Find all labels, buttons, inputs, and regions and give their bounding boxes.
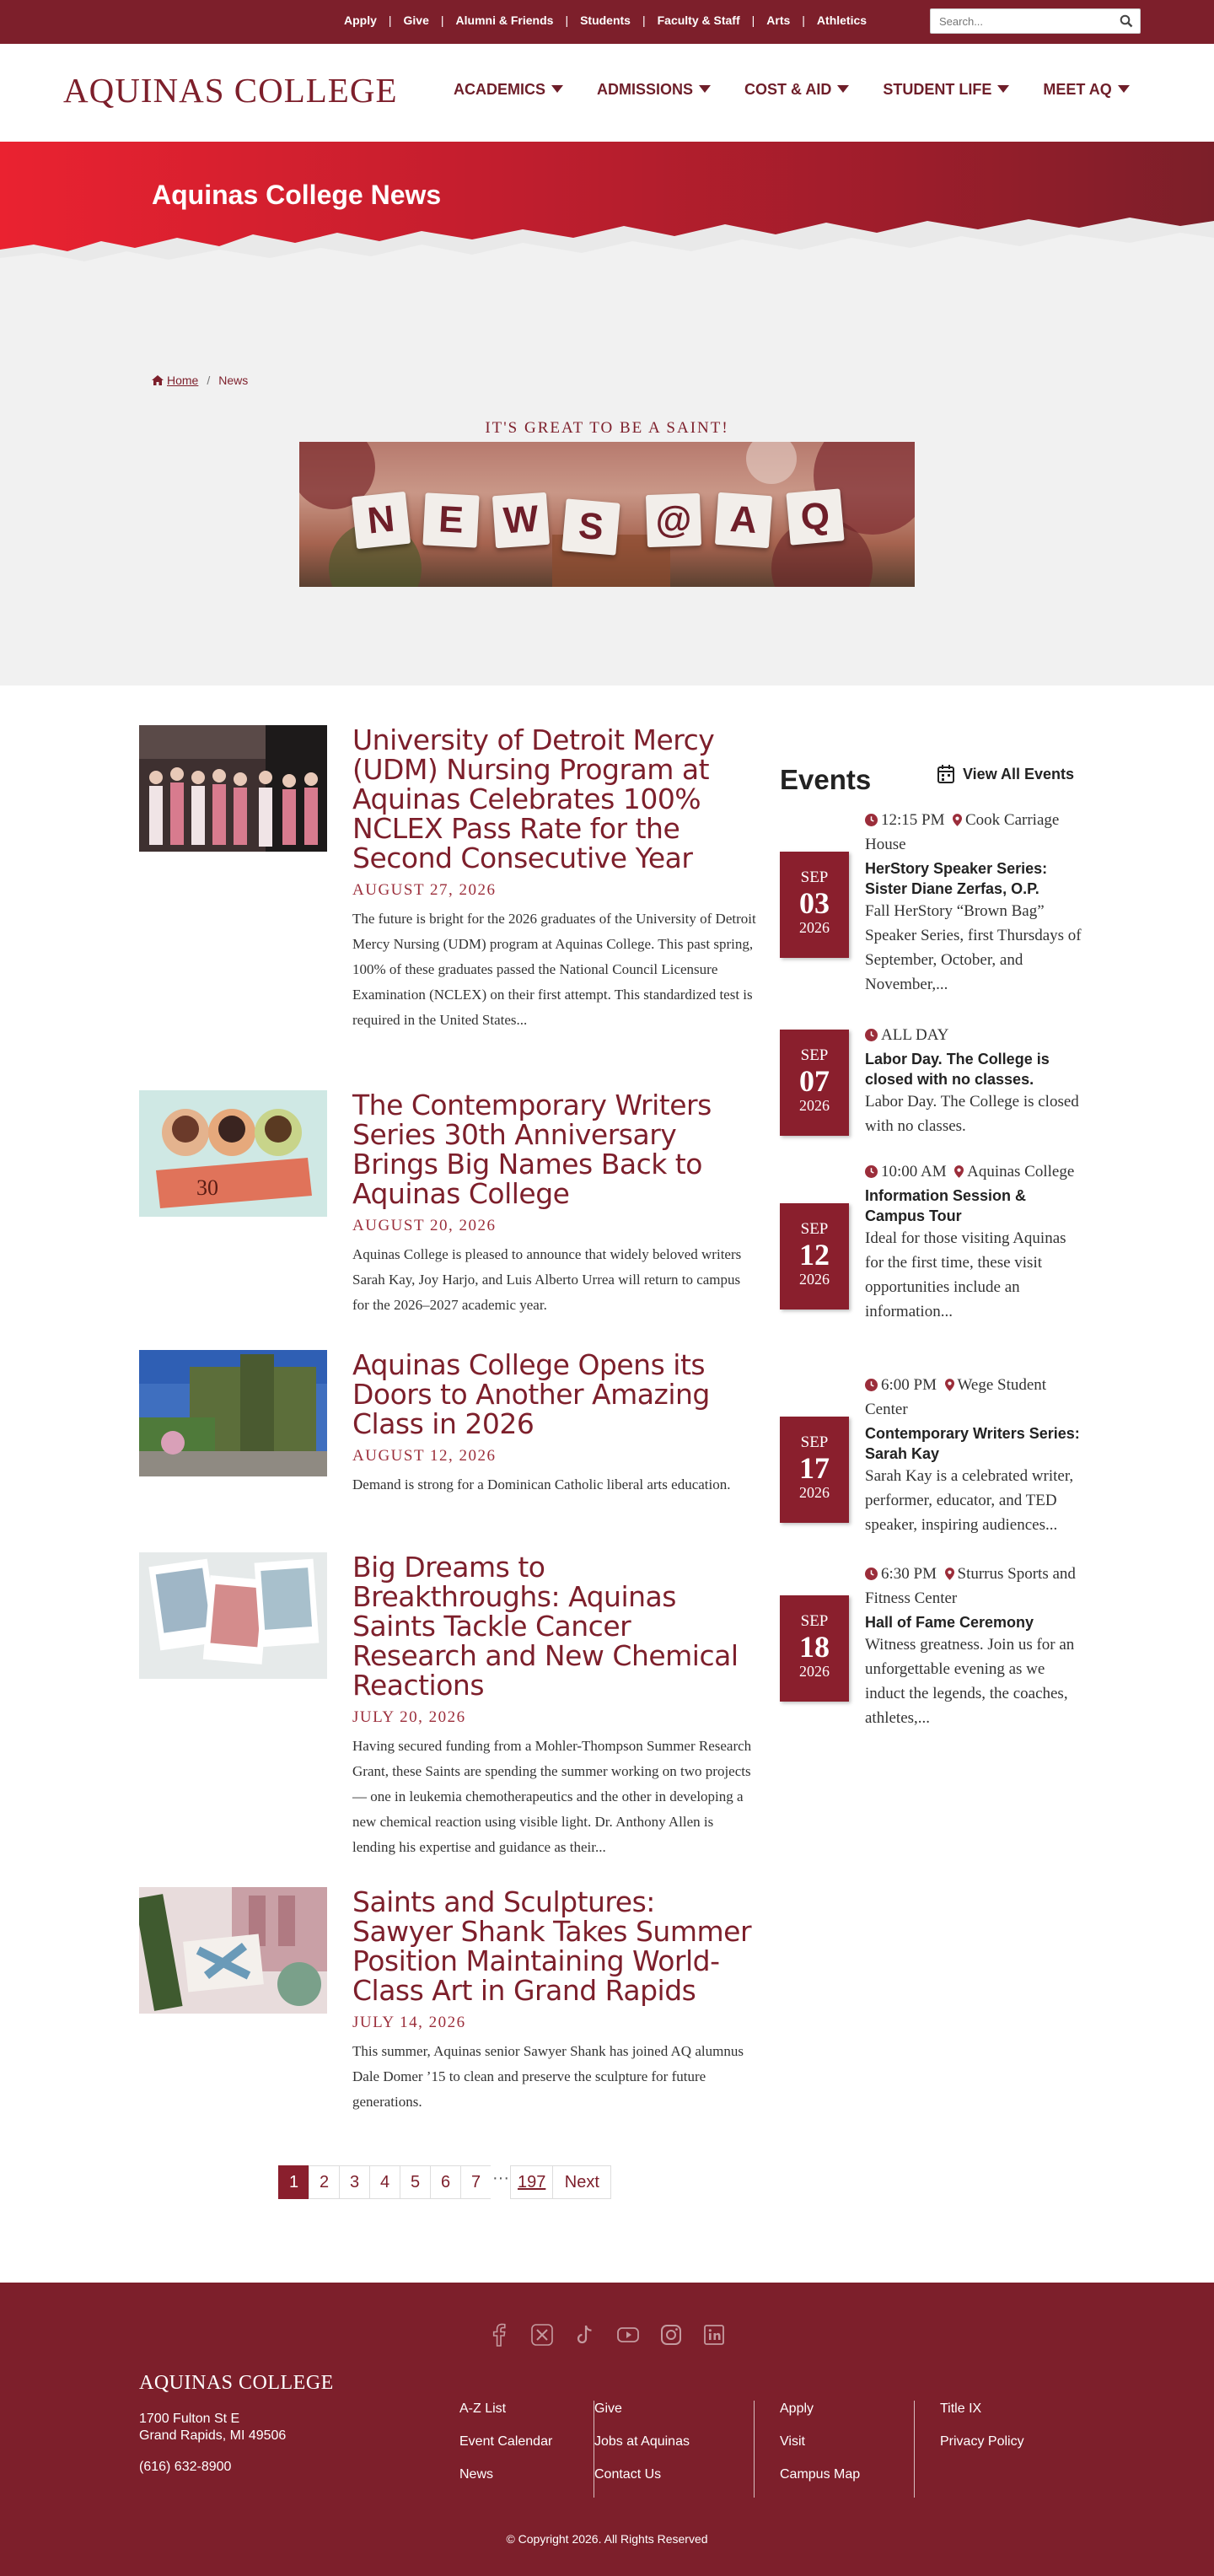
- utility-link-students[interactable]: Students: [580, 13, 631, 27]
- view-all-events-link[interactable]: [937, 765, 1074, 783]
- news-body: [352, 1090, 759, 1318]
- home-icon: [152, 375, 164, 385]
- event-time: 10:00 AM: [881, 1163, 947, 1180]
- copyright: © Copyright 2026. All Rights Reserved: [506, 2532, 708, 2546]
- news-date: JULY 20, 2026: [352, 1708, 466, 1726]
- event-title-link[interactable]: Information Session & Campus Tour: [865, 1187, 1027, 1224]
- footer-link-jobs[interactable]: Jobs at Aquinas: [594, 2434, 690, 2449]
- event-year: 2026: [799, 1097, 830, 1114]
- event-date-badge: [780, 1030, 849, 1136]
- utility-links: [344, 13, 867, 27]
- footer-column-1: [459, 2401, 594, 2498]
- event-description: Witness greatness. Join us for an unforgettable evening as we induct the legends, the coaches, athletes,...: [865, 1636, 1075, 1727]
- event-date-badge: [780, 1417, 849, 1523]
- banner-letter-tile: @: [646, 493, 701, 547]
- event-month: SEP: [800, 1612, 829, 1630]
- main-nav: [454, 81, 1163, 99]
- breadcrumb-separator: /: [207, 374, 211, 387]
- footer-logo[interactable]: AQUINAS COLLEGE: [139, 2372, 334, 2394]
- banner-letter-tile: W: [492, 492, 550, 548]
- utility-separator: |: [440, 13, 444, 27]
- search-box: [930, 8, 1141, 34]
- clock-icon: [865, 814, 878, 826]
- view-all-label: View All Events: [963, 765, 1075, 782]
- svg-text:30: 30: [196, 1175, 218, 1200]
- utility-link-arts[interactable]: Arts: [766, 13, 791, 27]
- utility-separator: |: [751, 13, 755, 27]
- breadcrumb: [152, 374, 248, 387]
- clock-icon: [865, 1568, 878, 1580]
- x-icon[interactable]: [530, 2323, 554, 2347]
- news-thumbnail[interactable]: [139, 725, 327, 852]
- instagram-icon[interactable]: [659, 2323, 683, 2347]
- site-header: [0, 44, 1214, 142]
- event-meta: [865, 1159, 1084, 1184]
- site-footer: [0, 2283, 1214, 2576]
- page-2-button[interactable]: 2: [309, 2165, 340, 2199]
- footer-link-visit[interactable]: Visit: [780, 2434, 805, 2449]
- footer-column-2: [594, 2401, 755, 2498]
- footer-link-title-ix[interactable]: Title IX: [940, 2401, 982, 2416]
- footer-link-contact[interactable]: Contact Us: [594, 2467, 662, 2482]
- caret-down-icon: [699, 85, 711, 93]
- site-logo[interactable]: AQUINAS COLLEGE: [63, 71, 398, 110]
- news-excerpt: This summer, Aquinas senior Sawyer Shank has joined AQ alumnus Dale Domer ’15 to clean and preserve the sculpture for future generations.: [352, 2043, 744, 2110]
- footer-column-4: [915, 2401, 1075, 2498]
- utility-separator: |: [565, 13, 569, 27]
- page-4-button[interactable]: 4: [369, 2165, 400, 2199]
- event-day: 17: [799, 1451, 830, 1485]
- address-line-2: Grand Rapids, MI 49506: [139, 2428, 287, 2443]
- nav-label: COST & AID: [744, 81, 832, 98]
- event-day: 18: [799, 1630, 830, 1664]
- event-info: [865, 1159, 1084, 1324]
- event-meta: [865, 808, 1084, 857]
- banner-letter-tile: E: [422, 492, 479, 547]
- youtube-icon[interactable]: [616, 2323, 640, 2347]
- torn-paper-edge: [0, 142, 1214, 296]
- news-banner-image: [299, 442, 915, 587]
- news-excerpt: The future is bright for the 2026 graduates of the University of Detroit Mercy Nursing (UDM) program at Aquinas College. This past spring, 100% of these graduates passed the National Council Licensure Examination (NCLEX) on their first attempt. This standardized test is required in the United States...: [352, 911, 756, 1028]
- banner-letter-tile: Q: [786, 488, 844, 545]
- event-day: 07: [799, 1064, 830, 1098]
- social-links: [487, 2323, 745, 2347]
- page-5-button[interactable]: 5: [400, 2165, 431, 2199]
- caret-down-icon: [837, 85, 849, 93]
- footer-link-az-list[interactable]: A-Z List: [459, 2401, 507, 2416]
- page-6-button[interactable]: 6: [430, 2165, 461, 2199]
- footer-link-privacy[interactable]: Privacy Policy: [940, 2434, 1024, 2449]
- caret-down-icon: [1118, 85, 1130, 93]
- clock-icon: [865, 1379, 878, 1391]
- page-3-button[interactable]: 3: [339, 2165, 370, 2199]
- event-date-badge: [780, 852, 849, 958]
- map-pin-icon: [945, 1379, 954, 1391]
- event-info: [865, 1562, 1084, 1730]
- linkedin-icon[interactable]: [702, 2323, 726, 2347]
- tagline: IT'S GREAT TO BE A SAINT!: [485, 419, 729, 437]
- event-day: 12: [799, 1238, 830, 1272]
- event-description: Ideal for those visiting Aquinas for the first time, these visit opportunities include an information...: [865, 1229, 1066, 1320]
- event-year: 2026: [799, 1484, 830, 1501]
- utility-link-apply[interactable]: Apply: [344, 13, 377, 27]
- utility-link-give[interactable]: Give: [403, 13, 429, 27]
- footer-link-campus-map[interactable]: Campus Map: [780, 2467, 861, 2482]
- map-pin-icon: [954, 1165, 964, 1178]
- news-title-link[interactable]: Saints and Sculptures: Sawyer Shank Takes Summer Position Maintaining World-Class Art in Grand Rapids: [352, 1885, 752, 2007]
- event-info: [865, 808, 1084, 997]
- event-year: 2026: [799, 919, 830, 936]
- caret-down-icon: [997, 85, 1009, 93]
- clock-icon: [865, 1165, 878, 1178]
- utility-separator: |: [388, 13, 392, 27]
- news-date: AUGUST 27, 2026: [352, 881, 497, 899]
- footer-link-event-calendar[interactable]: Event Calendar: [459, 2434, 553, 2449]
- news-body: [352, 1887, 759, 2115]
- banner-letter-tile: N: [352, 492, 411, 549]
- event-title-link[interactable]: HerStory Speaker Series: Sister Diane Zerfas, O.P.: [865, 860, 1048, 897]
- caret-down-icon: [551, 85, 563, 93]
- event-description: Fall HerStory “Brown Bag” Speaker Series, first Thursdays of September, October, and November,...: [865, 902, 1082, 993]
- pagination: [278, 2165, 610, 2199]
- map-pin-icon: [945, 1568, 954, 1580]
- pagination-ellipsis: ···: [491, 2165, 511, 2199]
- utility-separator: |: [642, 13, 646, 27]
- event-year: 2026: [799, 1271, 830, 1288]
- event-description: Sarah Kay is a celebrated writer, performer, educator, and TED speaker, inspiring audiences...: [865, 1467, 1074, 1534]
- news-title-link[interactable]: Aquinas College Opens its Doors to Another Amazing Class in 2026: [352, 1348, 710, 1440]
- news-body: [352, 1552, 759, 1860]
- event-location: Cook Carriage House: [865, 811, 1060, 853]
- page-title: Aquinas College News: [152, 180, 442, 210]
- news-title-link[interactable]: University of Detroit Mercy (UDM) Nursing Program at Aquinas Celebrates 100% NCLEX Pass Rate for the Second Consecutive Year: [352, 723, 715, 874]
- calendar-icon: [937, 765, 954, 783]
- event-year: 2026: [799, 1663, 830, 1680]
- footer-link-apply[interactable]: Apply: [780, 2401, 814, 2416]
- search-icon[interactable]: [1120, 14, 1133, 28]
- search-input[interactable]: [931, 9, 1108, 33]
- page-1-button[interactable]: 1: [278, 2165, 309, 2199]
- event-day: 03: [799, 886, 830, 920]
- nav-meet-aq[interactable]: [1043, 81, 1129, 99]
- news-excerpt: Having secured funding from a Mohler-Thompson Summer Research Grant, these Saints are spending the summer working on two projects— one in leukemia chemotherapeutics and the other in developing a new chemical reaction using visible light. Dr. Anthony Allen is lending his expertise and guidance as their...: [352, 1738, 752, 1855]
- event-date-badge: [780, 1595, 849, 1702]
- event-location: Sturrus Sports and Fitness Center: [865, 1565, 1076, 1607]
- event-info: [865, 1023, 1084, 1138]
- nav-cost-aid[interactable]: [744, 81, 849, 99]
- event-month: SEP: [800, 1220, 829, 1238]
- utility-link-faculty[interactable]: Faculty & Staff: [657, 13, 740, 27]
- news-thumbnail[interactable]: [139, 1350, 327, 1476]
- footer-phone[interactable]: (616) 632-8900: [139, 2460, 232, 2474]
- nav-label: ADMISSIONS: [597, 81, 694, 98]
- nav-label: STUDENT LIFE: [883, 81, 992, 98]
- footer-address: [139, 2411, 286, 2444]
- tiktok-icon[interactable]: [573, 2323, 597, 2347]
- page-7-button[interactable]: 7: [460, 2165, 492, 2199]
- news-body: [352, 725, 759, 1033]
- event-title-link[interactable]: Hall of Fame Ceremony: [865, 1614, 1034, 1631]
- event-month: SEP: [800, 1433, 829, 1451]
- nav-label: ACADEMICS: [454, 81, 546, 98]
- news-date: AUGUST 12, 2026: [352, 1447, 497, 1465]
- utility-separator: |: [802, 13, 805, 27]
- hero-banner: [0, 142, 1214, 296]
- news-excerpt: Demand is strong for a Dominican Catholic liberal arts education.: [352, 1476, 731, 1492]
- news-title-link[interactable]: Big Dreams to Breakthroughs: Aquinas Saints Tackle Cancer Research and New Chemical Reactions: [352, 1551, 739, 1702]
- event-title-link[interactable]: Contemporary Writers Series: Sarah Kay: [865, 1425, 1080, 1462]
- footer-link-news[interactable]: News: [459, 2467, 494, 2482]
- event-month: SEP: [800, 869, 829, 886]
- event-time: 12:15 PM: [881, 811, 945, 829]
- page-last-button[interactable]: 197: [510, 2165, 553, 2199]
- event-location: Wege Student Center: [865, 1376, 1047, 1418]
- event-description: Labor Day. The College is closed with no classes.: [865, 1093, 1079, 1135]
- breadcrumb-current: News: [218, 374, 249, 387]
- event-month: SEP: [800, 1046, 829, 1064]
- event-info: [865, 1373, 1084, 1537]
- event-location: Aquinas College: [967, 1163, 1075, 1180]
- map-pin-icon: [953, 814, 962, 826]
- events-heading: Events: [780, 764, 872, 795]
- news-date: AUGUST 20, 2026: [352, 1217, 497, 1234]
- event-meta: [865, 1023, 1084, 1047]
- banner-letter-tile: S: [561, 498, 620, 555]
- news-date: JULY 14, 2026: [352, 2014, 466, 2031]
- facebook-icon[interactable]: [487, 2323, 511, 2347]
- intro-section: [0, 296, 1214, 686]
- news-thumbnail[interactable]: [139, 1887, 327, 2014]
- nav-student-life[interactable]: [883, 81, 1009, 99]
- event-meta: [865, 1373, 1084, 1422]
- utility-bar: [0, 0, 1214, 44]
- event-title-link[interactable]: Labor Day. The College is closed with no classes.: [865, 1051, 1050, 1088]
- news-excerpt: Aquinas College is pleased to announce that widely beloved writers Sarah Kay, Joy Harjo, and Luis Alberto Urrea will return to campus for the 2026–2027 academic year.: [352, 1246, 742, 1313]
- banner-letter-tile: A: [715, 492, 772, 548]
- event-meta: [865, 1562, 1084, 1611]
- footer-link-give[interactable]: Give: [594, 2401, 622, 2416]
- news-thumbnail[interactable]: [139, 1090, 327, 1217]
- next-page-button[interactable]: Next: [552, 2165, 611, 2199]
- nav-admissions[interactable]: [597, 81, 711, 99]
- nav-academics[interactable]: [454, 81, 563, 99]
- news-thumbnail[interactable]: [139, 1552, 327, 1679]
- nav-label: MEET AQ: [1043, 81, 1112, 98]
- news-title-link[interactable]: The Contemporary Writers Series 30th Anniversary Brings Big Names Back to Aquinas College: [352, 1089, 712, 1210]
- event-time: 6:30 PM: [881, 1565, 937, 1583]
- utility-link-athletics[interactable]: Athletics: [816, 13, 868, 27]
- event-time: 6:00 PM: [881, 1376, 937, 1394]
- breadcrumb-home-link[interactable]: Home: [167, 374, 199, 387]
- address-line-1: 1700 Fulton St E: [139, 2412, 240, 2426]
- utility-link-alumni[interactable]: Alumni & Friends: [455, 13, 554, 27]
- event-time: ALL DAY: [881, 1026, 949, 1044]
- news-body: [352, 1350, 759, 1498]
- clock-icon: [865, 1029, 878, 1041]
- event-date-badge: [780, 1203, 849, 1310]
- footer-column-3: [755, 2401, 915, 2498]
